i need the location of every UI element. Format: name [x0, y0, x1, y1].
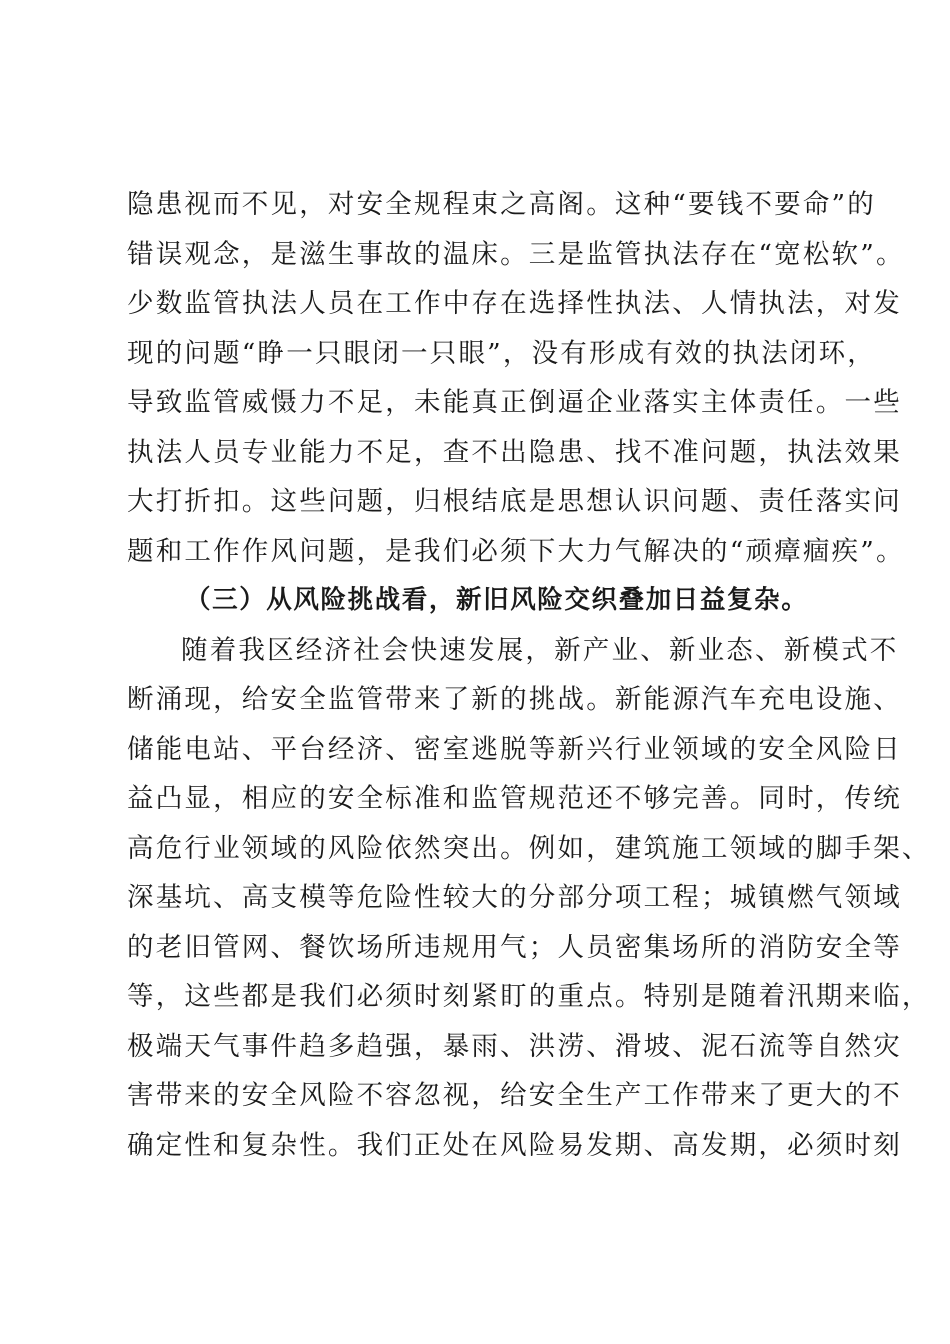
paragraph-line: 储能电站、平台经济、密室逃脱等新兴行业领域的安全风险日: [127, 733, 902, 765]
paragraph-line: 执法人员专业能力不足，查不出隐患、找不准问题，执法效果: [127, 436, 902, 468]
paragraph-line: 确定性和复杂性。我们正处在风险易发期、高发期，必须时刻: [127, 1129, 902, 1161]
paragraph-line: 深基坑、高支模等危险性较大的分部分项工程；城镇燃气领域: [127, 882, 902, 913]
document-body: [127, 180, 931, 1170]
paragraph-line: 的老旧管网、餐饮场所违规用气；人员密集场所的消防安全等: [127, 931, 902, 963]
paragraph-line: 大打折扣。这些问题，归根结底是思想认识问题、责任落实问: [127, 486, 902, 517]
section-heading: （三）从风险挑战看，新旧风险交织叠加日益复杂。: [185, 585, 809, 615]
paragraph-line: 题和工作作风问题，是我们必须下大力气解决的“顽瘴痼疾”。: [127, 535, 905, 567]
paragraph-line: 害带来的安全风险不容忽视，给安全生产工作带来了更大的不: [127, 1080, 902, 1111]
paragraph-line: 隐患视而不见，对安全规程束之高阁。这种“要钱不要命”的: [127, 189, 876, 220]
paragraph-line: 益凸显，相应的安全标准和监管规范还不够完善。同时，传统: [127, 783, 902, 814]
paragraph-line: 高危行业领域的风险依然突出。例如，建筑施工领域的脚手架、: [127, 832, 931, 864]
paragraph-line: 导致监管威慑力不足，未能真正倒逼企业落实主体责任。一些: [127, 387, 902, 418]
paragraph-line: 现的问题“睁一只眼闭一只眼”，没有形成有效的执法闭环，: [127, 337, 876, 369]
paragraph-line: 极端天气事件趋多趋强，暴雨、洪涝、滑坡、泥石流等自然灾: [127, 1030, 902, 1062]
paragraph-line: 断涌现，给安全监管带来了新的挑战。新能源汽车充电设施、: [127, 684, 902, 715]
paragraph-line: 等，这些都是我们必须时刻紧盯的重点。特别是随着汛期来临，: [127, 981, 931, 1012]
paragraph-line: 少数监管执法人员在工作中存在选择性执法、人情执法，对发: [127, 288, 902, 319]
paragraph-line: 错误观念，是滋生事故的温床。三是监管执法存在“宽松软”。: [127, 238, 905, 270]
paragraph-line: 随着我区经济社会快速发展，新产业、新业态、新模式不: [181, 634, 899, 666]
